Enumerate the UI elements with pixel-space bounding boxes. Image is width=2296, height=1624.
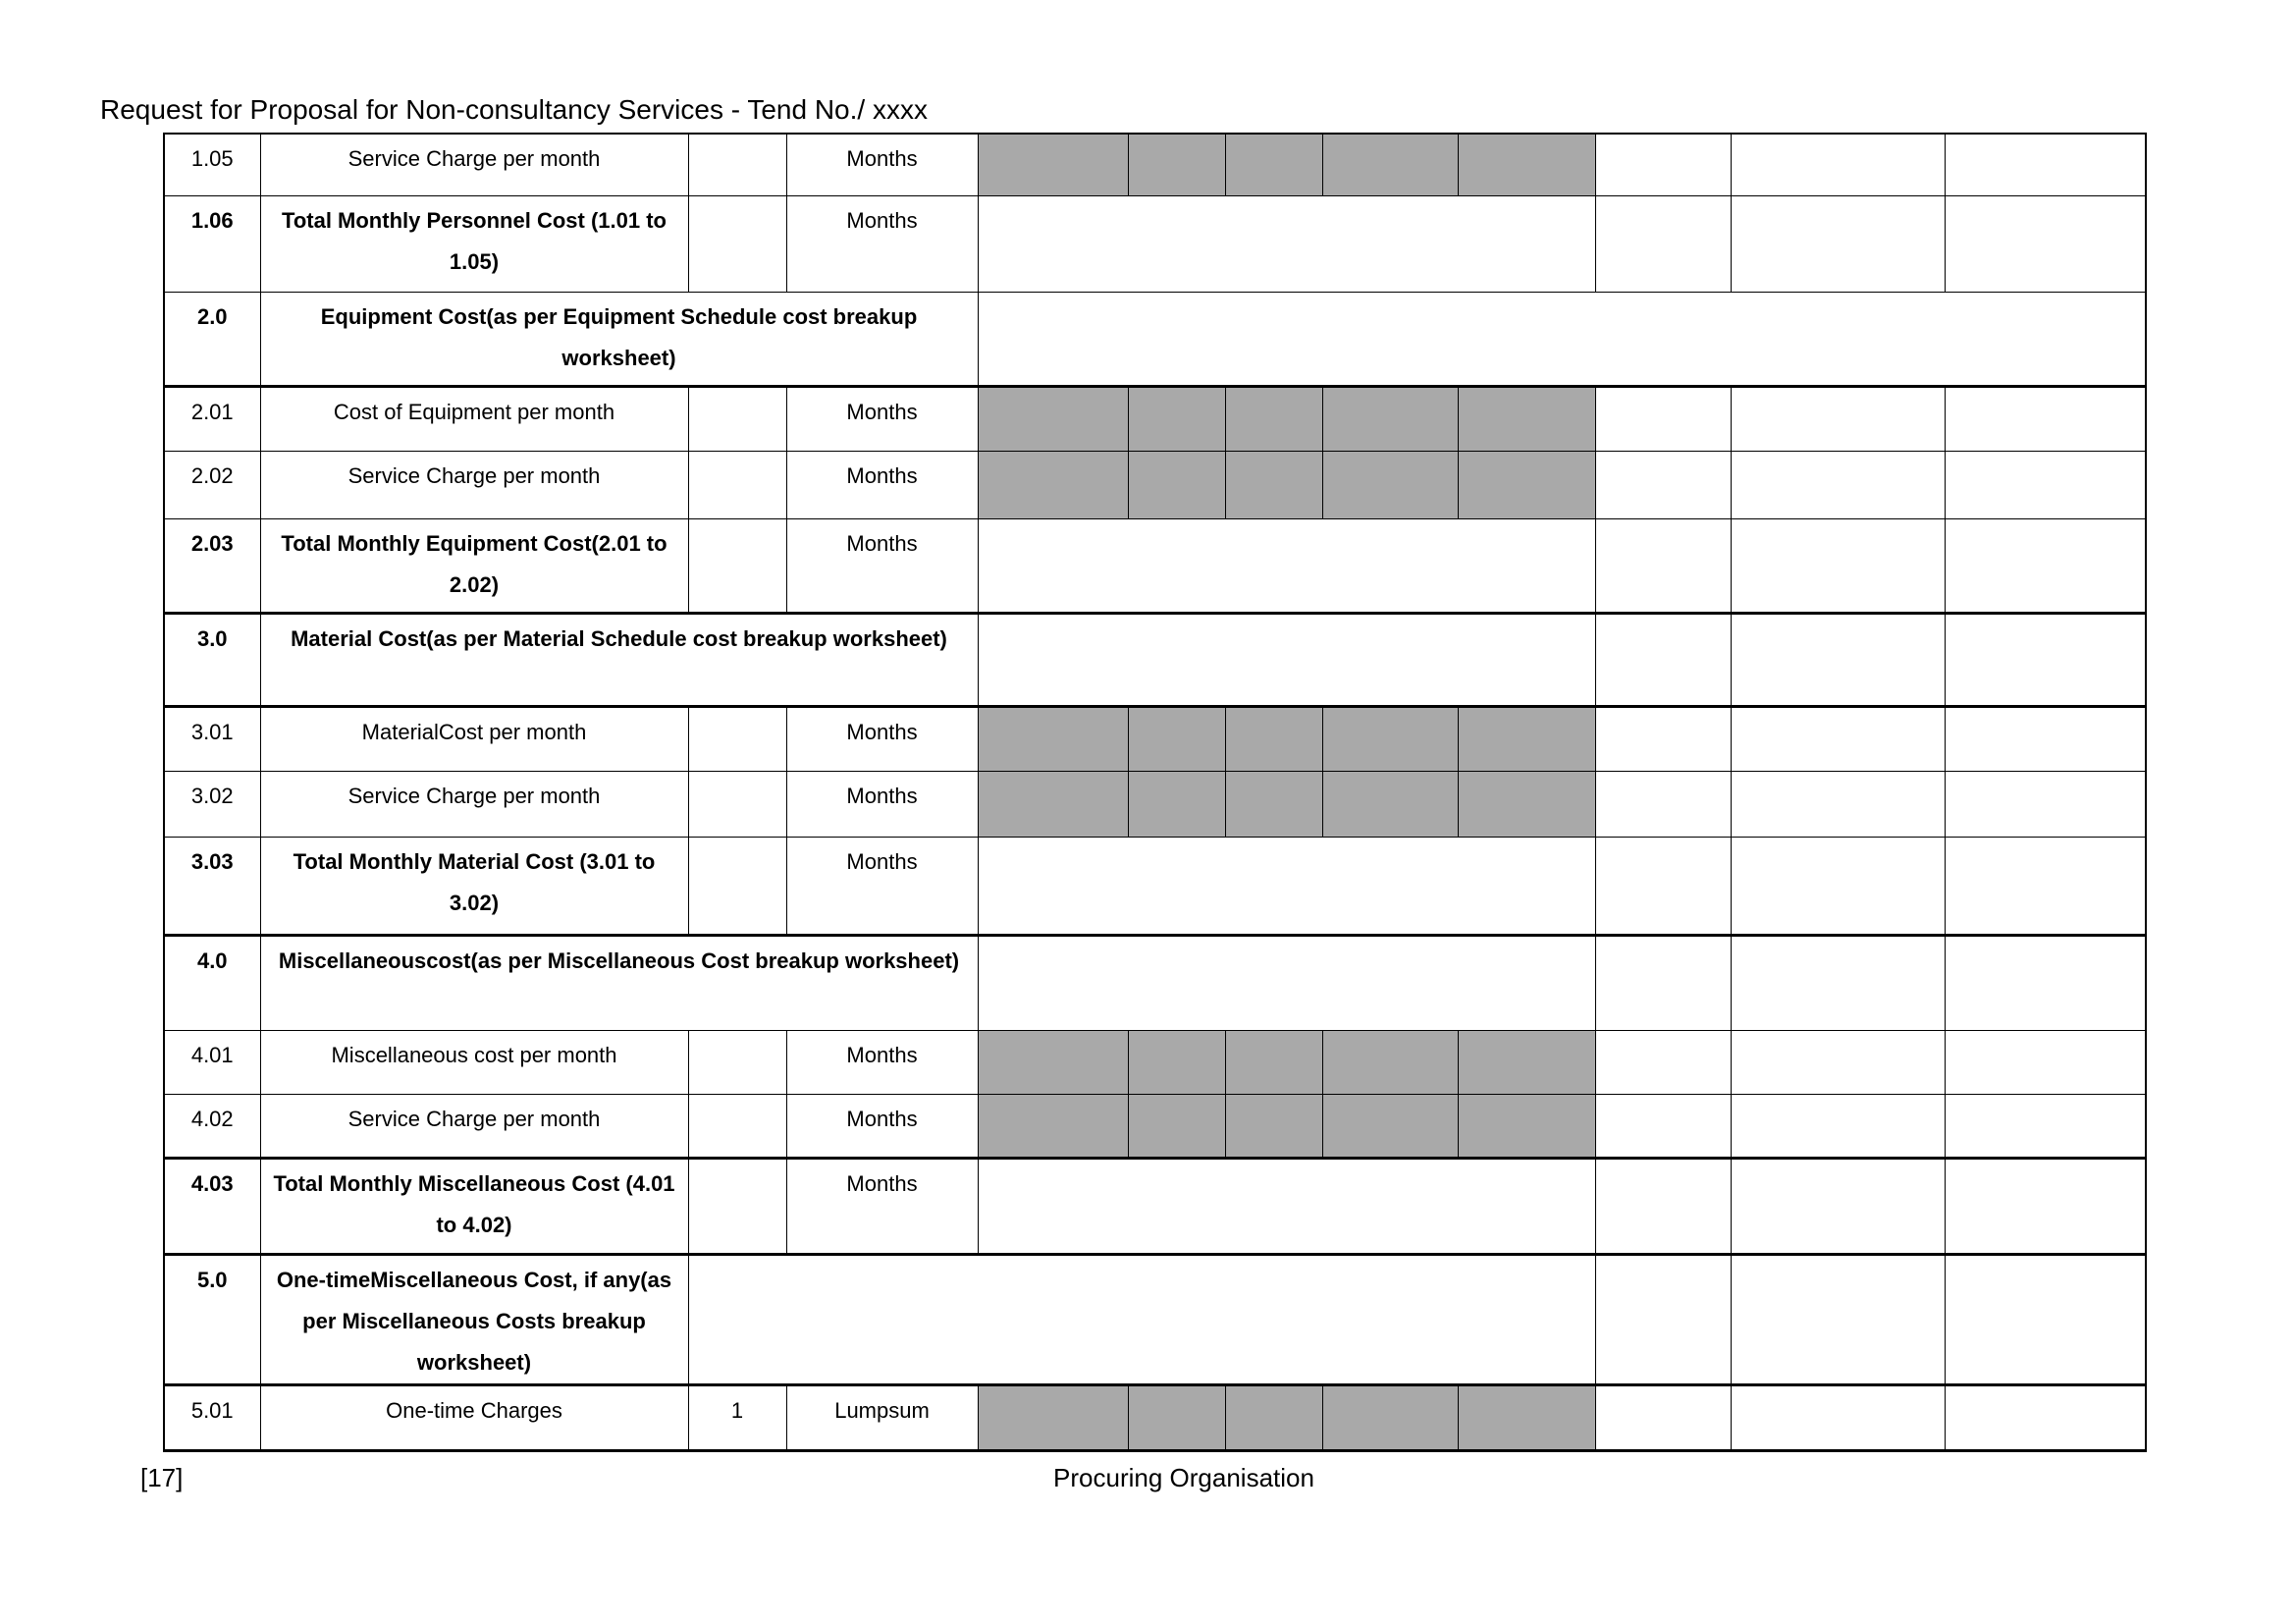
cell-total — [1945, 1158, 2146, 1254]
cell-serial: 2.02 — [164, 451, 260, 518]
cell-rate — [1595, 837, 1731, 935]
cell-quantity — [688, 1094, 786, 1158]
cell-quantity — [688, 837, 786, 935]
cell-total — [1945, 1384, 2146, 1450]
cell-quantity — [688, 1030, 786, 1094]
table-row — [164, 1384, 2146, 1450]
cell-merged-blank — [688, 1254, 1595, 1384]
cell-serial: 4.01 — [164, 1030, 260, 1094]
cell-shaded — [978, 386, 1128, 451]
cell-serial: 3.03 — [164, 837, 260, 935]
cell-shaded — [1322, 706, 1458, 771]
cell-description: Total Monthly Miscellaneous Cost (4.01 to 4.02) — [260, 1158, 688, 1254]
cell-description: MaterialCost per month — [260, 706, 688, 771]
cell-amount — [1731, 1158, 1945, 1254]
cell-shaded — [1128, 1384, 1225, 1450]
cell-shaded — [1322, 1030, 1458, 1094]
cell-shaded — [1128, 134, 1225, 195]
table-row — [164, 706, 2146, 771]
cell-serial: 4.03 — [164, 1158, 260, 1254]
cell-shaded — [1458, 451, 1595, 518]
cell-unit: Months — [786, 1158, 978, 1254]
cell-total — [1945, 195, 2146, 292]
table-row — [164, 613, 2146, 706]
footer-organisation-label: Procuring Organisation — [1053, 1463, 1314, 1492]
cell-shaded — [1225, 451, 1322, 518]
cell-shaded — [1128, 451, 1225, 518]
cell-total — [1945, 613, 2146, 706]
cell-serial: 4.02 — [164, 1094, 260, 1158]
table-row — [164, 451, 2146, 518]
cell-shaded — [978, 134, 1128, 195]
cell-serial: 1.05 — [164, 134, 260, 195]
table-row — [164, 935, 2146, 1030]
cell-amount — [1731, 706, 1945, 771]
cell-amount — [1731, 613, 1945, 706]
cell-shaded — [1225, 1094, 1322, 1158]
cell-description: Miscellaneouscost(as per Miscellaneous Cost breakup worksheet) — [260, 935, 978, 1030]
page-number: [17] — [140, 1463, 184, 1492]
cell-merged-blank — [978, 518, 1595, 613]
cell-shaded — [1128, 1094, 1225, 1158]
cell-description: Service Charge per month — [260, 451, 688, 518]
cell-description: Total Monthly Personnel Cost (1.01 to 1.05) — [260, 195, 688, 292]
cell-quantity — [688, 518, 786, 613]
cell-merged-blank — [978, 292, 2146, 386]
cell-rate — [1595, 195, 1731, 292]
cell-description: Miscellaneous cost per month — [260, 1030, 688, 1094]
cell-description: Service Charge per month — [260, 1094, 688, 1158]
cell-unit: Months — [786, 1094, 978, 1158]
cell-serial: 2.0 — [164, 292, 260, 386]
cell-rate — [1595, 1384, 1731, 1450]
cell-quantity — [688, 706, 786, 771]
cell-total — [1945, 1094, 2146, 1158]
cell-unit: Months — [786, 1030, 978, 1094]
cell-total — [1945, 451, 2146, 518]
cell-shaded — [978, 1030, 1128, 1094]
cell-quantity — [688, 1158, 786, 1254]
cell-quantity — [688, 386, 786, 451]
cell-merged-blank — [978, 935, 1595, 1030]
table-row — [164, 195, 2146, 292]
cell-shaded — [1128, 1030, 1225, 1094]
cell-shaded — [1225, 1384, 1322, 1450]
cell-rate — [1595, 771, 1731, 837]
cell-serial: 2.01 — [164, 386, 260, 451]
cell-serial: 1.06 — [164, 195, 260, 292]
cell-merged-blank — [978, 613, 1595, 706]
table-row — [164, 1030, 2146, 1094]
cell-total — [1945, 1030, 2146, 1094]
cell-shaded — [1322, 386, 1458, 451]
cell-shaded — [1458, 134, 1595, 195]
cell-shaded — [978, 1094, 1128, 1158]
cell-merged-blank — [978, 1158, 1595, 1254]
cell-total — [1945, 935, 2146, 1030]
cell-shaded — [1458, 1384, 1595, 1450]
table-row — [164, 386, 2146, 451]
cell-amount — [1731, 1030, 1945, 1094]
cell-description: Total Monthly Material Cost (3.01 to 3.02) — [260, 837, 688, 935]
cell-unit: Months — [786, 386, 978, 451]
cell-amount — [1731, 771, 1945, 837]
cell-amount — [1731, 837, 1945, 935]
table-row — [164, 292, 2146, 386]
cell-total — [1945, 134, 2146, 195]
cell-shaded — [1322, 771, 1458, 837]
cell-shaded — [1322, 134, 1458, 195]
cell-description: Material Cost(as per Material Schedule cost breakup worksheet) — [260, 613, 978, 706]
cell-unit: Months — [786, 518, 978, 613]
cell-description: One-timeMiscellaneous Cost, if any(as per Miscellaneous Costs breakup worksheet) — [260, 1254, 688, 1384]
cell-rate — [1595, 1254, 1731, 1384]
cell-shaded — [1458, 1094, 1595, 1158]
cell-unit: Months — [786, 134, 978, 195]
cell-rate — [1595, 706, 1731, 771]
cell-merged-blank — [978, 837, 1595, 935]
cell-serial: 3.01 — [164, 706, 260, 771]
cell-unit: Months — [786, 195, 978, 292]
cost-table — [163, 133, 2147, 1452]
cell-description: Total Monthly Equipment Cost(2.01 to 2.02) — [260, 518, 688, 613]
cell-amount — [1731, 1094, 1945, 1158]
cell-rate — [1595, 935, 1731, 1030]
cell-total — [1945, 706, 2146, 771]
cell-shaded — [1225, 1030, 1322, 1094]
cell-quantity — [688, 771, 786, 837]
cell-description: One-time Charges — [260, 1384, 688, 1450]
cell-shaded — [1225, 134, 1322, 195]
cell-shaded — [1458, 706, 1595, 771]
cell-rate — [1595, 1030, 1731, 1094]
cell-total — [1945, 1254, 2146, 1384]
cell-shaded — [1225, 771, 1322, 837]
cell-shaded — [1458, 386, 1595, 451]
cell-quantity — [688, 134, 786, 195]
cell-total — [1945, 386, 2146, 451]
cell-shaded — [1458, 1030, 1595, 1094]
cell-amount — [1731, 1254, 1945, 1384]
cell-quantity — [688, 195, 786, 292]
cell-total — [1945, 518, 2146, 613]
table-row — [164, 1158, 2146, 1254]
cell-shaded — [1458, 771, 1595, 837]
table-row — [164, 837, 2146, 935]
cell-description: Equipment Cost(as per Equipment Schedule cost breakup worksheet) — [260, 292, 978, 386]
cell-unit: Lumpsum — [786, 1384, 978, 1450]
page-footer — [0, 1463, 2296, 1502]
cell-shaded — [1128, 706, 1225, 771]
cell-shaded — [978, 771, 1128, 837]
cell-shaded — [1225, 706, 1322, 771]
cell-rate — [1595, 1094, 1731, 1158]
cell-unit: Months — [786, 837, 978, 935]
table-row — [164, 771, 2146, 837]
cell-rate — [1595, 518, 1731, 613]
cell-serial: 5.0 — [164, 1254, 260, 1384]
cell-shaded — [1322, 451, 1458, 518]
cell-unit: Months — [786, 706, 978, 771]
cell-unit: Months — [786, 451, 978, 518]
cell-rate — [1595, 613, 1731, 706]
cell-description: Service Charge per month — [260, 134, 688, 195]
cell-rate — [1595, 451, 1731, 518]
cell-amount — [1731, 935, 1945, 1030]
cell-shaded — [978, 706, 1128, 771]
cell-total — [1945, 771, 2146, 837]
table-row — [164, 1094, 2146, 1158]
cell-serial: 3.02 — [164, 771, 260, 837]
cell-amount — [1731, 518, 1945, 613]
cell-amount — [1731, 451, 1945, 518]
cell-merged-blank — [978, 195, 1595, 292]
page-title: Request for Proposal for Non-consultancy Services - Tend No./ xxxx — [100, 94, 928, 125]
cell-amount — [1731, 1384, 1945, 1450]
cell-serial: 4.0 — [164, 935, 260, 1030]
cell-serial: 5.01 — [164, 1384, 260, 1450]
cell-serial: 3.0 — [164, 613, 260, 706]
cell-amount — [1731, 195, 1945, 292]
cell-serial: 2.03 — [164, 518, 260, 613]
cell-shaded — [1128, 771, 1225, 837]
cell-shaded — [1322, 1094, 1458, 1158]
cell-quantity — [688, 451, 786, 518]
cell-shaded — [1225, 386, 1322, 451]
cell-description: Service Charge per month — [260, 771, 688, 837]
cell-total — [1945, 837, 2146, 935]
cell-quantity: 1 — [688, 1384, 786, 1450]
cell-rate — [1595, 386, 1731, 451]
table-row — [164, 1254, 2146, 1384]
cell-rate — [1595, 134, 1731, 195]
cell-rate — [1595, 1158, 1731, 1254]
cell-description: Cost of Equipment per month — [260, 386, 688, 451]
cell-shaded — [1128, 386, 1225, 451]
cell-shaded — [1322, 1384, 1458, 1450]
table-row — [164, 134, 2146, 195]
cell-amount — [1731, 386, 1945, 451]
table-row — [164, 518, 2146, 613]
cell-shaded — [978, 1384, 1128, 1450]
cell-shaded — [978, 451, 1128, 518]
cell-unit: Months — [786, 771, 978, 837]
cell-amount — [1731, 134, 1945, 195]
